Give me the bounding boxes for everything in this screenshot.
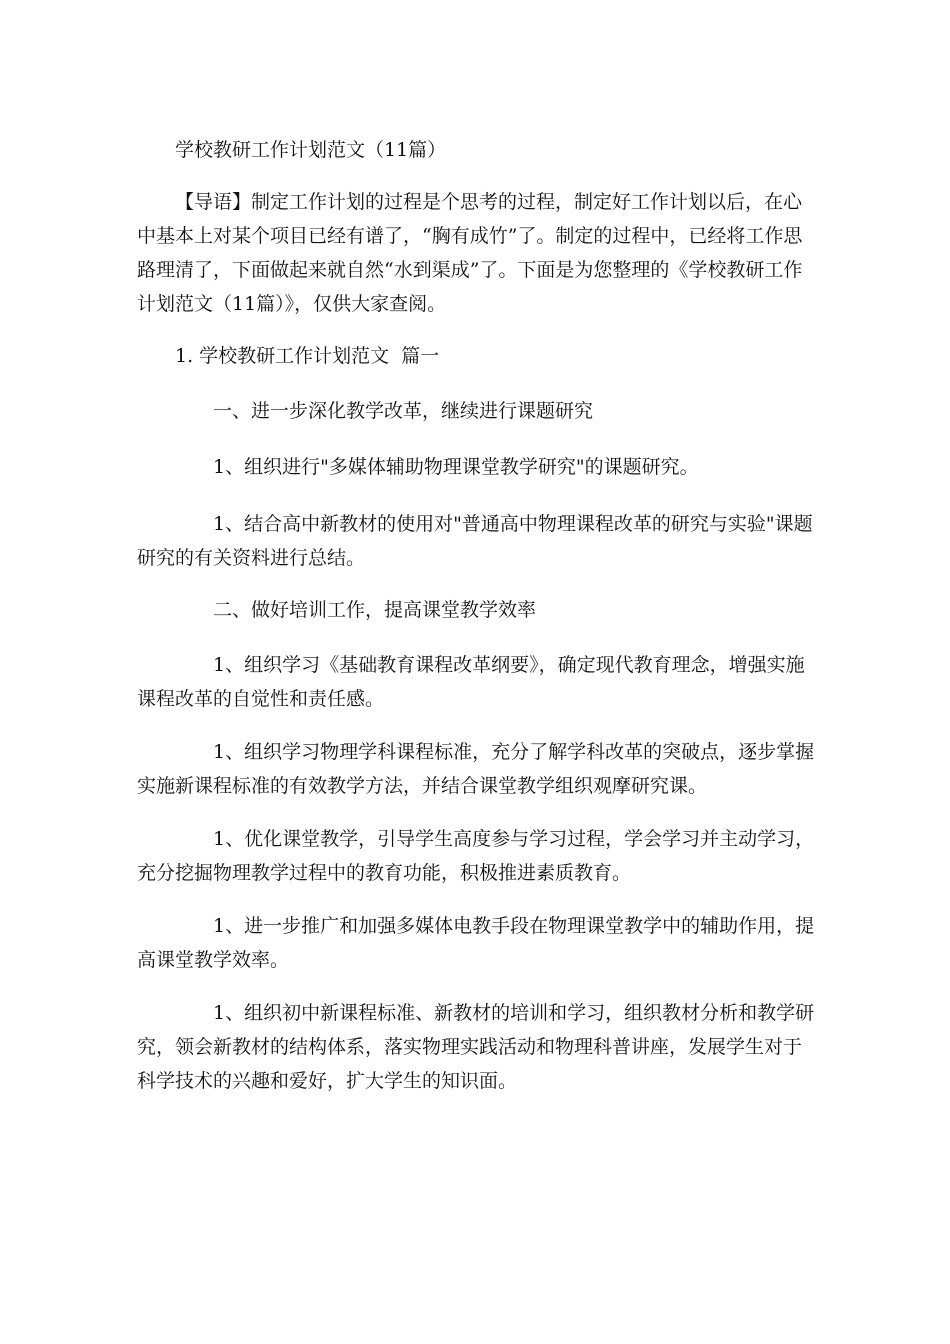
paragraph-4: 1、组织学习物理学科课程标准，充分了解学科改革的突破点，逐步掌握实施新课程标准的有效教学方法，并结合课堂教学组织观摩研究课。 (137, 741, 815, 797)
paragraph-2: 1、结合高中新教材的使用对"普通高中物理课程改革的研究与实验"课题研究的有关资料进行总结。 (137, 513, 813, 569)
paragraph-6: 1、进一步推广和加强多媒体电教手段在物理课堂教学中的辅助作用，提高课堂教学效率。 (137, 915, 815, 971)
paragraph-7: 1、组织初中新课程标准、新教材的培训和学习，组织教材分析和教学研究，领会新教材的结构体系，落实物理实践活动和物理科普讲座，发展学生对于科学技术的兴趣和爱好，扩大学生的知识面。 (137, 1002, 815, 1092)
heading-1: 一、进一步深化教学改革，继续进行课题研究 (213, 400, 594, 422)
paragraph-1: 1、组织进行"多媒体辅助物理课堂教学研究"的课题研究。 (213, 456, 699, 478)
paragraph-5: 1、优化课堂教学，引导学生高度参与学习过程，学会学习并主动学习，充分挖掘物理教学过程中的教育功能，积极推进素质教育。 (137, 828, 815, 884)
heading-2: 二、做好培训工作，提高课堂教学效率 (213, 599, 537, 621)
intro-paragraph: 【导语】制定工作计划的过程是个思考的过程，制定好工作计划以后，在心中基本上对某个项目已经有谱了，“胸有成竹”了。制定的过程中，已经将工作思路理清了，下面做起来就自然“水到渠成”了。下面是为您整理的《学校教研工作计划范文（11篇）》，仅供大家查阅。 (137, 191, 803, 315)
document-title: 学校教研工作计划范文（11篇） (175, 139, 447, 161)
paragraph-3: 1、组织学习《基础教育课程改革纲要》，确定现代教育理念，增强实施课程改革的自觉性和责任感。 (137, 654, 805, 710)
section-title: 1. 学校教研工作计划范文 篇一 (175, 345, 440, 367)
